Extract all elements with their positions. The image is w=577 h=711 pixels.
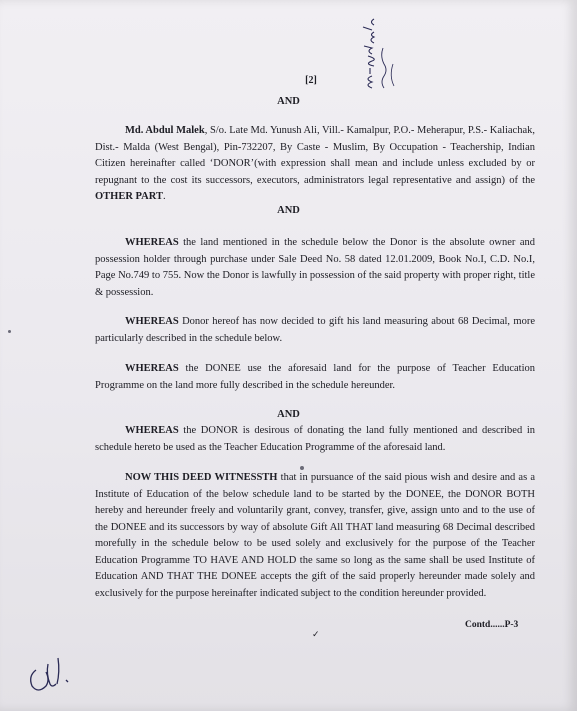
period: .	[162, 191, 166, 202]
paper-speck	[8, 330, 11, 333]
handwritten-signature-top	[328, 18, 418, 98]
whereas-label: WHEREAS	[125, 425, 179, 436]
donor-paragraph	[95, 123, 535, 206]
whereas-text: the land mentioned in the schedule below the Donor is the absolute owner and possession holder through purchase under Sale Deed No. 58 dated 12.01.2009, Book No.I, C.D. No.I, Page No.749 to 755. Now the Donor is lawfully in possession of the said property with proper right, title & possession.	[95, 237, 535, 298]
whereas-paragraph-1	[95, 235, 535, 301]
donor-details: , S/o. Late Md. Yunush Ali, Vill.- Kamalpur, P.O.- Meherapur, P.S.- Kaliachak, Dist.- Malda (West Bengal), Pin-732207, By Caste - Muslim, By Occupation - Teachership, Indian Citizen hereinafter called ‘DONOR’(with expression shall mean and include unless excluded by or repugnant to the cost its successors, executors, administrators legal representative and assign) of the	[95, 125, 535, 186]
whereas-paragraph-2	[95, 314, 535, 347]
witness-label: NOW THIS DEED WITNESSTH	[125, 472, 278, 483]
other-part-label: OTHER PART	[95, 191, 163, 202]
donor-name: Md. Abdul Malek	[125, 125, 205, 136]
page-number: [2]	[305, 75, 317, 86]
whereas-label: WHEREAS	[125, 237, 179, 248]
and-heading: AND	[277, 96, 300, 107]
paper-speck	[300, 466, 304, 470]
whereas-paragraph-4	[95, 423, 535, 456]
handwritten-initials	[22, 650, 82, 700]
whereas-text: Donor hereof has now decided to gift his land measuring about 68 Decimal, more particularly described in the schedule below.	[95, 316, 535, 344]
whereas-text: the DONOR is desirous of donating the land fully mentioned and described in schedule hereto be used as the Teacher Education Programme of the aforesaid land.	[95, 425, 535, 453]
ink-mark: ✓	[312, 629, 320, 639]
whereas-text: the DONEE use the aforesaid land for the purpose of Teacher Education Programme on the land more fully described in the schedule hereunder.	[95, 363, 535, 391]
whereas-paragraph-3	[95, 361, 535, 394]
continued-label: Contd......P-3	[465, 620, 519, 630]
witness-text: that in pursuance of the said pious wish and desire and as a Institute of Education of the below schedule land to be started by the DONEE, the DONOR BOTH hereby and hereunder freely and voluntarily grant, convey, transfer, give, assign unto and to the use of the DONEE and its successors by way of absolute Gift All THAT land measuring 68 Decimal described morefully in the schedule below to be used solely and exclusively for the purpose of the Teacher Education Programme TO HAVE AND HOLD the same so long as the same shall be used Institute of Education AND THAT THE DONEE accepts the gift of the said properly hereunder made solely and exclusively for the purpose hereinafter indicated subject to the condition hereunder provided.	[95, 472, 535, 599]
and-heading: AND	[277, 409, 300, 420]
and-heading: AND	[277, 205, 300, 216]
witness-paragraph	[95, 470, 535, 602]
whereas-label: WHEREAS	[125, 316, 179, 327]
whereas-label: WHEREAS	[125, 363, 179, 374]
